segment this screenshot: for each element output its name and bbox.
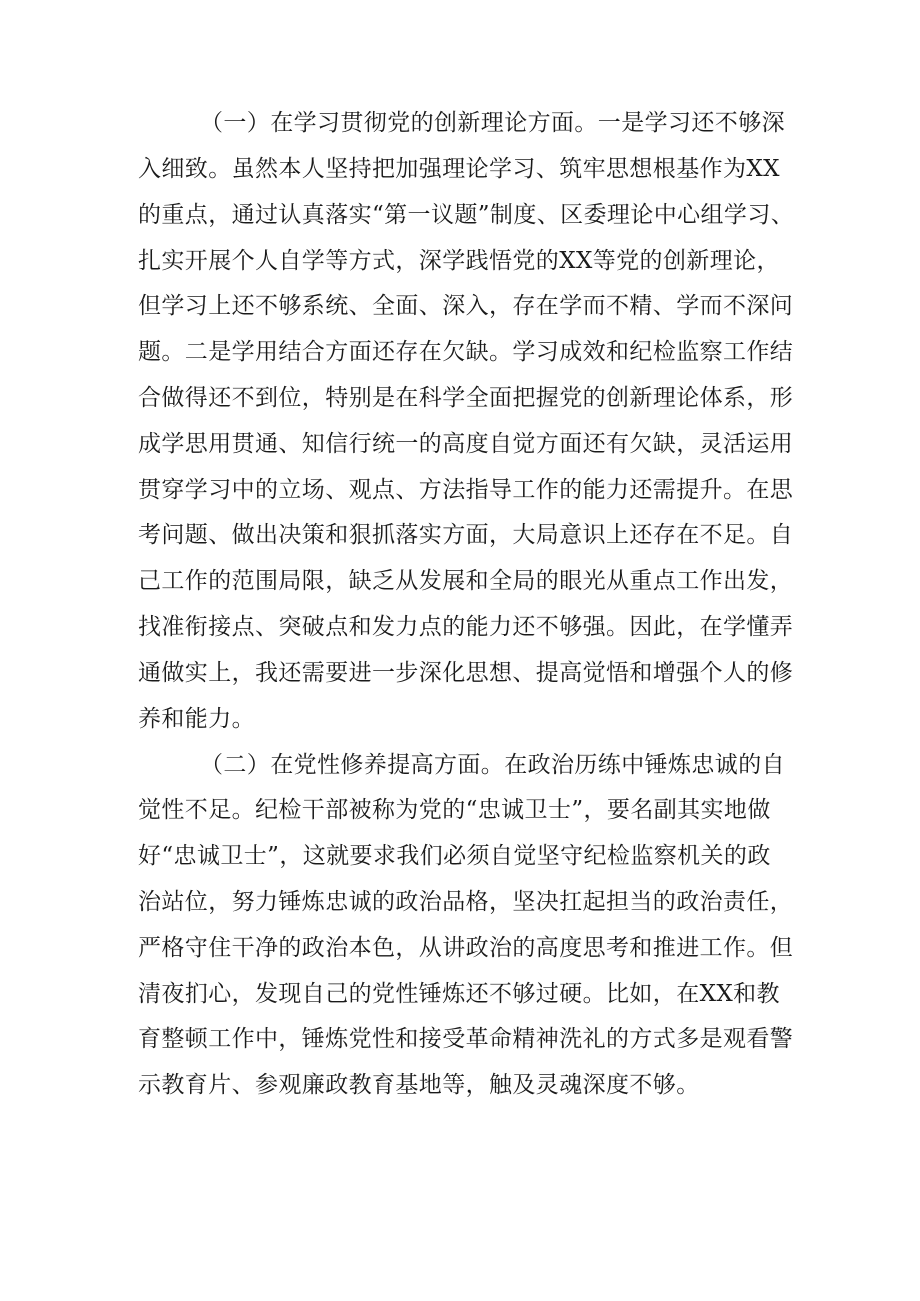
paragraph-1-line: 题。二是学用结合方面还存在欠缺。学习成效和纪检监察工作结 xyxy=(138,339,794,365)
paragraph-2-line: 好“忠诚卫士”，这就要求我们必须自觉坚守纪检监察机关的政 xyxy=(138,843,771,869)
paragraph-2-line: 育整顿工作中，锤炼党性和接受革命精神洗礼的方式多是观看警 xyxy=(138,1026,794,1052)
paragraph-1-line: 成学思用贯通、知信行统一的高度自觉方面还有欠缺，灵活运用 xyxy=(138,431,794,457)
paragraph-1-line: 扎实开展个人自学等方式，深学践悟党的XX等党的创新理论， xyxy=(138,248,780,274)
paragraph-1-line: 养和能力。 xyxy=(138,706,255,732)
paragraph-1-line: 找准衔接点、突破点和发力点的能力还不够强。因此，在学懂弄 xyxy=(138,614,794,640)
paragraph-1-line: 入细致。虽然本人坚持把加强理论学习、筑牢思想根基作为XX xyxy=(138,156,780,182)
paragraph-1-line: 合做得还不到位，特别是在科学全面把握党的创新理论体系，形 xyxy=(138,385,794,411)
paragraph-1-line: 通做实上，我还需要进一步深化思想、提高觉悟和增强个人的修 xyxy=(138,660,794,686)
paragraph-2-line: 示教育片、参观廉政教育基地等，触及灵魂深度不够。 xyxy=(138,1072,700,1098)
paragraph-1-line: 的重点，通过认真落实“第一议题”制度、区委理论中心组学习、 xyxy=(138,202,795,228)
paragraph-1-line: 己工作的范围局限，缺乏从发展和全局的眼光从重点工作出发， xyxy=(138,568,794,594)
paragraph-1-line: 考问题、做出决策和狠抓落实方面，大局意识上还存在不足。自 xyxy=(138,522,794,548)
paragraph-2-line: 严格守住干净的政治本色，从讲政治的高度思考和推进工作。但 xyxy=(138,935,794,961)
paragraph-2-line: （二）在党性修养提高方面。在政治历练中锤炼忠诚的自 xyxy=(200,752,785,778)
paragraph-1-line: 贯穿学习中的立场、观点、方法指导工作的能力还需提升。在思 xyxy=(138,477,794,503)
paragraph-2-line: 治站位，努力锤炼忠诚的政治品格，坚决扛起担当的政治责任， xyxy=(138,889,794,915)
paragraph-1-line: 但学习上还不够系统、全面、深入，存在学而不精、学而不深问 xyxy=(138,293,794,319)
paragraph-2-line: 觉性不足。纪检干部被称为党的“忠诚卫士”，要名副其实地做 xyxy=(138,797,771,823)
paragraph-1-line: （一）在学习贯彻党的创新理论方面。一是学习还不够深 xyxy=(200,110,785,136)
paragraph-2-line: 清夜扪心，发现自己的党性锤炼还不够过硬。比如，在XX和教 xyxy=(138,981,780,1007)
